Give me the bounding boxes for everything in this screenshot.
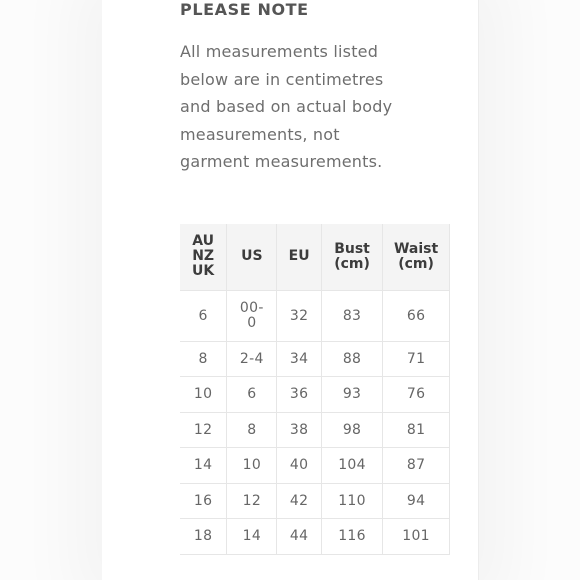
cell-bust: 104 — [321, 448, 382, 484]
cell-waist: 101 — [383, 519, 450, 555]
cell-us-line: 00- — [239, 299, 264, 316]
cell-bust: 110 — [321, 483, 382, 519]
cell-eu: 36 — [277, 377, 322, 413]
cell-au: 14 — [180, 448, 227, 484]
cell-bust: 116 — [321, 519, 382, 555]
header-au-line: AU — [192, 233, 215, 250]
cell-au: 18 — [180, 519, 227, 555]
cell-au: 10 — [180, 377, 227, 413]
note-heading: PLEASE NOTE — [180, 0, 309, 19]
cell-waist: 81 — [383, 412, 450, 448]
cell-bust: 88 — [321, 341, 382, 377]
cell-au: 16 — [180, 483, 227, 519]
note-line: below are in centimetres — [180, 69, 384, 89]
table-row — [180, 290, 450, 341]
cell-waist: 94 — [383, 483, 450, 519]
header-uk-line: UK — [192, 263, 215, 280]
header-eu: EU — [277, 224, 322, 290]
note-line: measurements, not — [180, 124, 340, 144]
cell-us: 2-4 — [227, 341, 277, 377]
cell-us: 6 — [227, 377, 277, 413]
table-row — [180, 519, 450, 555]
note-line: garment measurements. — [180, 152, 383, 171]
header-au-nz-uk — [180, 224, 227, 290]
cell-waist: 87 — [383, 448, 450, 484]
cell-bust: 98 — [321, 412, 382, 448]
size-chart-table — [180, 224, 450, 555]
cell-us-line: 0 — [247, 314, 257, 331]
cell-waist: 76 — [383, 377, 450, 413]
table-row — [180, 412, 450, 448]
cell-us: 10 — [227, 448, 277, 484]
table-row — [180, 483, 450, 519]
cell-au: 8 — [180, 341, 227, 377]
header-bust-line: Bust — [334, 240, 370, 257]
cell-waist: 66 — [383, 290, 450, 341]
cell-us — [227, 290, 277, 341]
cell-eu: 38 — [277, 412, 322, 448]
cell-eu: 40 — [277, 448, 322, 484]
cell-eu: 32 — [277, 290, 322, 341]
header-nz-line: NZ — [192, 248, 215, 265]
cell-au: 6 — [180, 290, 227, 341]
table-row — [180, 377, 450, 413]
header-bust-unit: (cm) — [334, 255, 370, 272]
cell-us: 14 — [227, 519, 277, 555]
header-waist-unit: (cm) — [398, 255, 434, 272]
cell-waist: 71 — [383, 341, 450, 377]
cell-bust: 83 — [321, 290, 382, 341]
header-bust — [321, 224, 382, 290]
cell-eu: 42 — [277, 483, 322, 519]
table-row — [180, 341, 450, 377]
size-table-scroll-container[interactable] — [180, 224, 439, 556]
cell-eu: 34 — [277, 341, 322, 377]
table-row — [180, 448, 450, 484]
note-line: All measurements listed — [180, 42, 379, 61]
cell-eu: 44 — [277, 519, 322, 555]
header-us: US — [227, 224, 277, 290]
table-header-row — [180, 224, 450, 290]
cell-bust: 93 — [321, 377, 382, 413]
cell-us: 12 — [227, 483, 277, 519]
note-line: and based on actual body — [180, 97, 393, 116]
cell-us: 8 — [227, 412, 277, 448]
cell-au: 12 — [180, 412, 227, 448]
measurement-note — [180, 38, 400, 176]
header-waist-line: Waist — [393, 240, 439, 257]
header-waist — [383, 224, 450, 290]
